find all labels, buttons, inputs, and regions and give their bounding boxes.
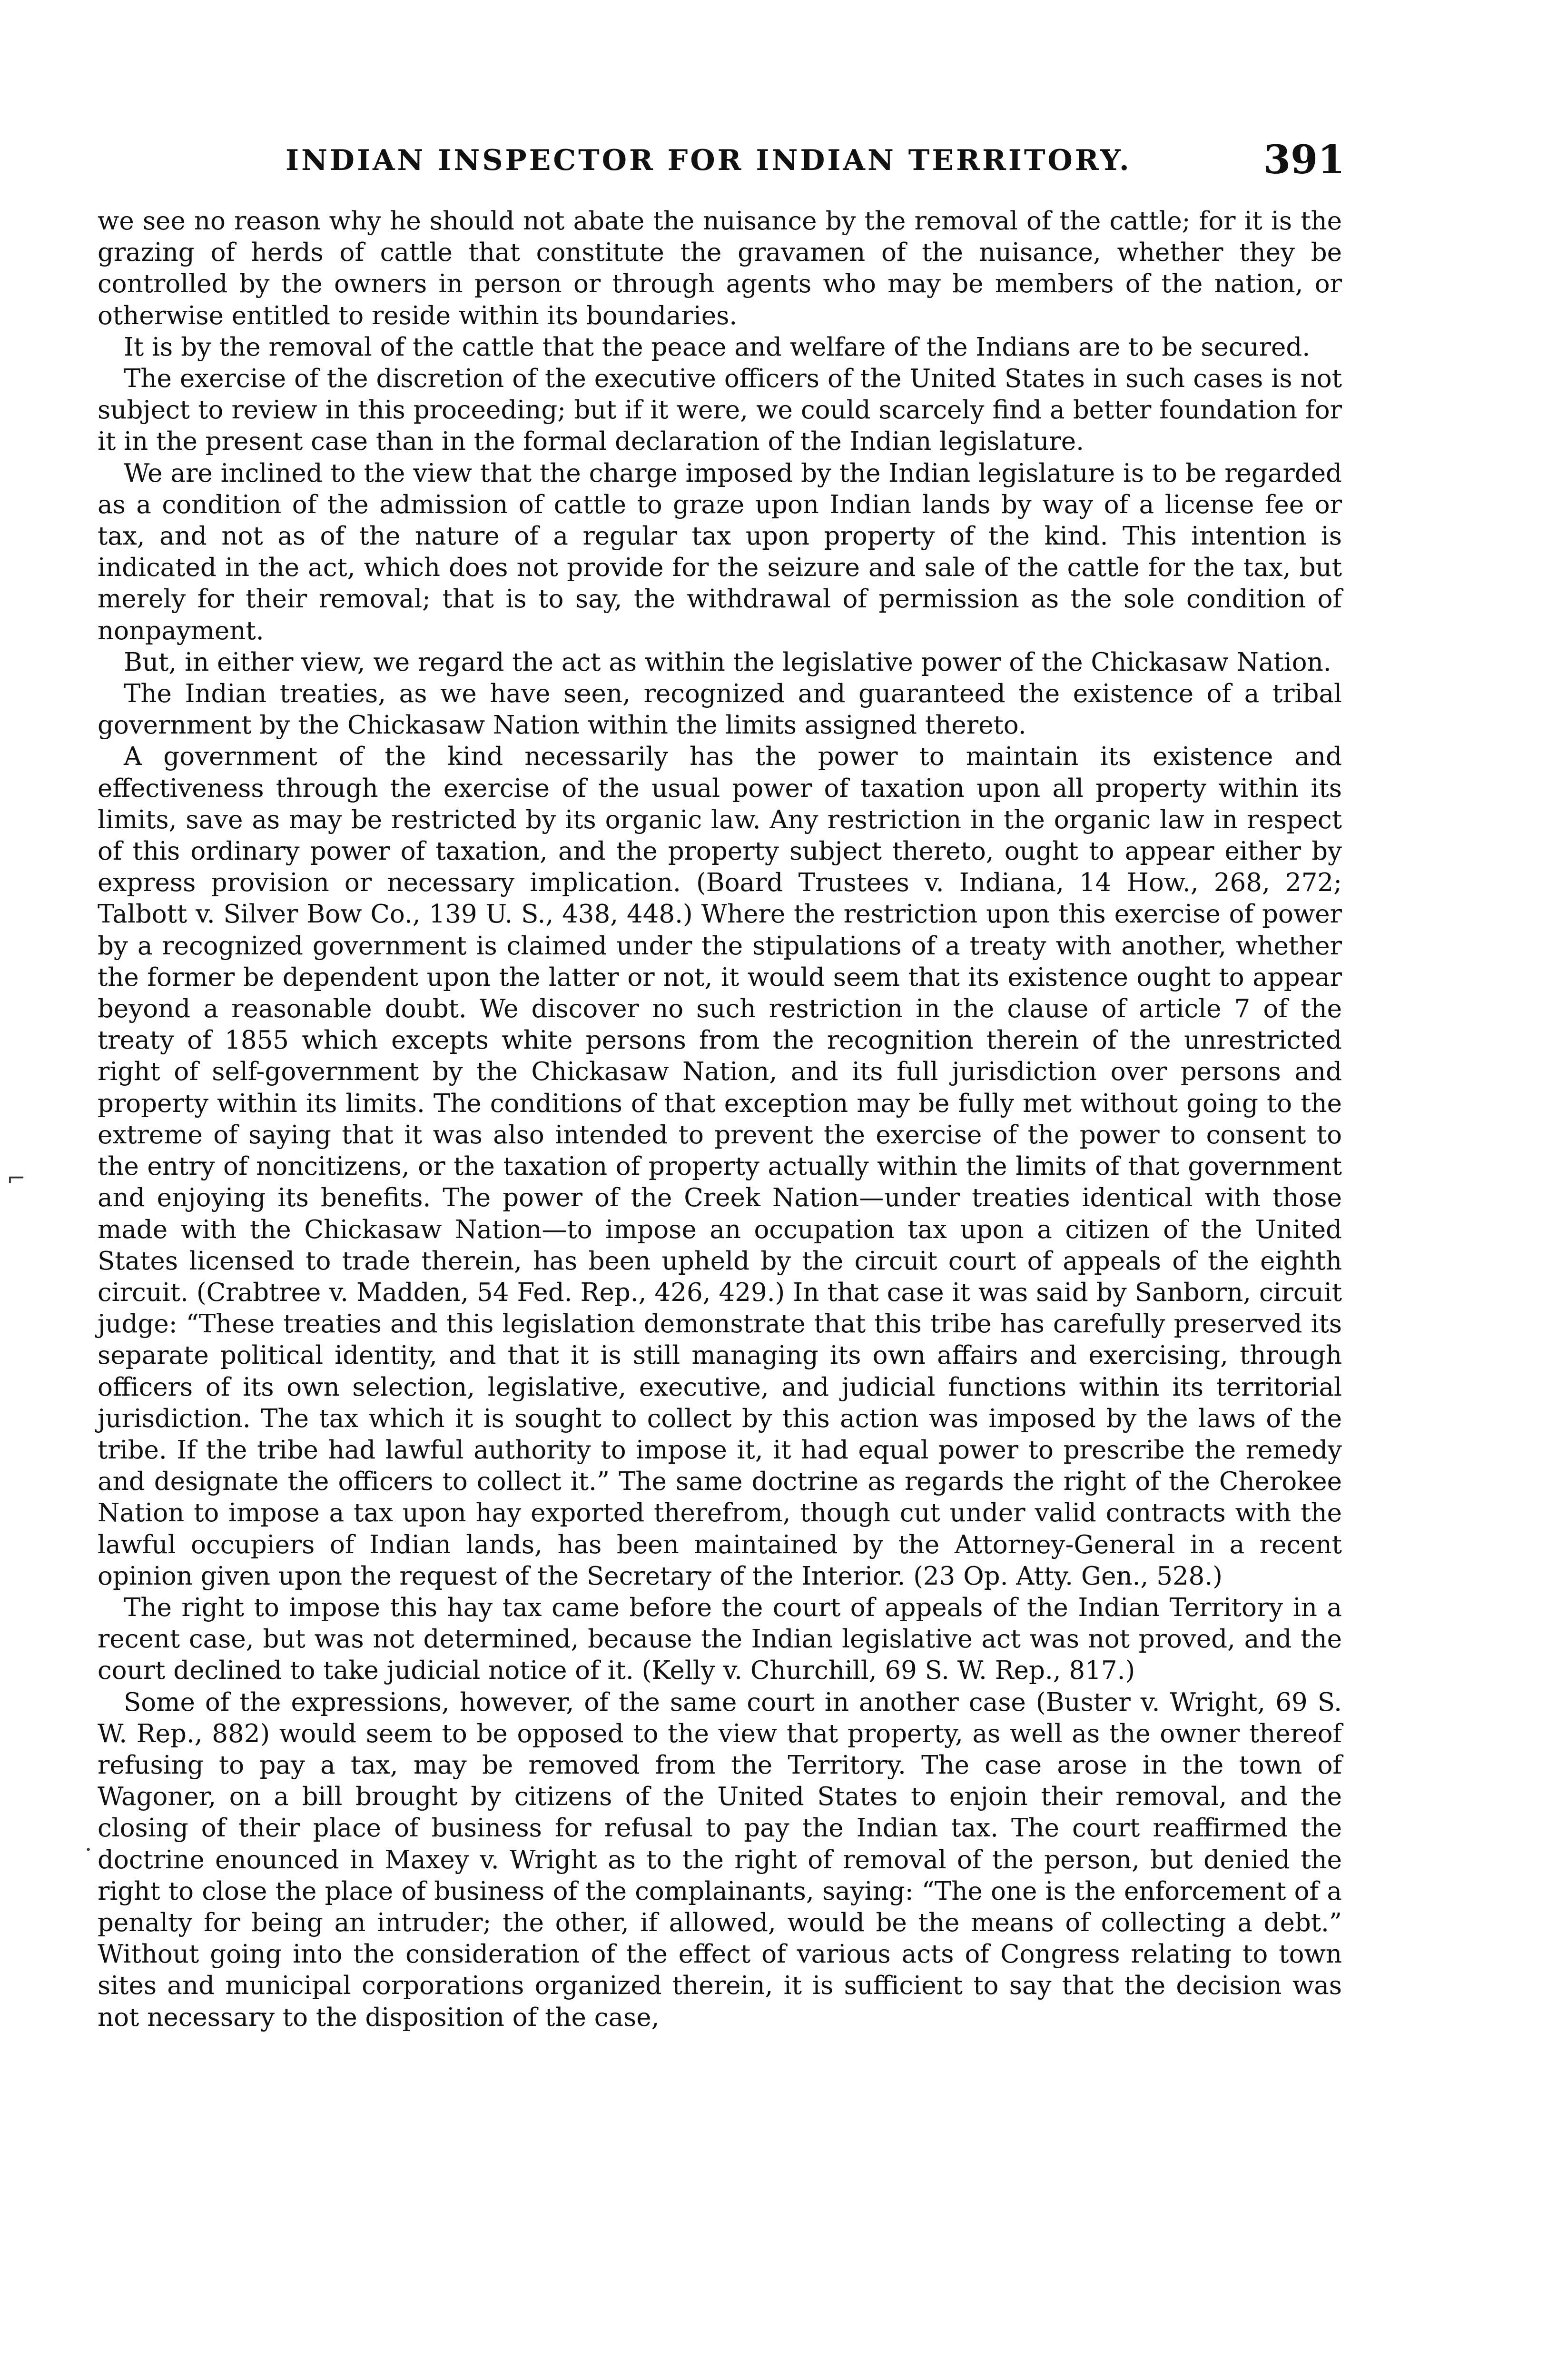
- paragraph: It is by the removal of the cattle that the peace and welfare of the Indians are to be secured.: [124, 332, 1311, 362]
- paragraph: The exercise of the discretion of the executive officers of the United States in such cases is not subject to review in this proceeding; but if it were, we could scarcely find a better foundation for it in the present case than in the formal declaration of the Indian legislature.: [98, 364, 1342, 456]
- paragraph: The Indian treaties, as we have seen, recognized and guaranteed the existence of a tribal government by the Chickasaw Nation within the limits assigned thereto.: [98, 679, 1342, 740]
- page-number: 391: [1263, 137, 1345, 183]
- running-title: INDIAN INSPECTOR FOR INDIAN TERRITORY.: [286, 144, 1132, 177]
- paragraph: Some of the expressions, however, of the same court in another case (Buster v. Wright, 69 S. W. Rep., 882) would seem to be opposed to the view that property, as well as the owner thereof refusing to pay a tax, may be removed from the Territory. The case arose in the town of Wagoner, on a bill brought by citizens of the United States to enjoin their removal, and the closing of their place of business for refusal to pay the Indian tax. The court reaffirmed the doctrine enounced in Maxey v. Wright as to the right of removal of the person, but denied the right to close the place of business of the complainants, saying: “The one is the enforcement of a penalty for being an intruder; the other, if allowed, would be the means of collecting a debt.” Without going into the consideration of the effect of various acts of Congress relating to town sites and municipal corporations organized therein, it is sufficient to say that the decision was not necessary to the disposition of the case,: [98, 1687, 1342, 2032]
- paragraph: The right to impose this hay tax came before the court of appeals of the Indian Territory in a recent case, but was not determined, because the Indian legislative act was not proved, and the court declined to take judicial notice of it. (Kelly v. Churchill, 69 S. W. Rep., 817.): [98, 1593, 1342, 1686]
- margin-mark: ⌐: [7, 1165, 26, 1192]
- running-header: [0, 137, 1548, 189]
- paragraph: But, in either view, we regard the act as within the legislative power of the Chickasaw Nation.: [124, 647, 1331, 677]
- paragraph-continued: we see no reason why he should not abate the nuisance by the removal of the cattle; for it is the grazing of herds of cattle that constitute the gravamen of the nuisance, whether they be controlled by the owners in person or through agents who may be members of the nation, or otherwise entitled to reside within its boundaries.: [98, 207, 1342, 330]
- margin-mark: ·: [85, 1836, 92, 1863]
- body-text: [98, 206, 1342, 2033]
- paragraph: A government of the kind necessarily has the power to maintain its existence and effectiveness through the exercise of the usual power of taxation upon all property within its limits, save as may be restricted by its organic law. Any restriction in the organic law in respect of this ordinary power of taxation, and the property subject thereto, ought to appear either by express provision or necessary implication. (Board Trustees v. Indiana, 14 How., 268, 272; Talbott v. Silver Bow Co., 139 U. S., 438, 448.) Where the restriction upon this exercise of power by a recognized government is claimed under the stipulations of a treaty with another, whether the former be dependent upon the latter or not, it would seem that its existence ought to appear beyond a reasonable doubt. We discover no such restriction in the clause of article 7 of the treaty of 1855 which excepts white persons from the recognition therein of the unrestricted right of self-government by the Chickasaw Nation, and its full jurisdiction over persons and property within its limits. The conditions of that exception may be fully met without going to the extreme of saying that it was also intended to prevent the exercise of the power to consent to the entry of noncitizens, or the taxation of property actually within the limits of that government and enjoying its benefits. The power of the Creek Nation—under treaties identical with those made with the Chickasaw Nation—to impose an occupation tax upon a citizen of the United States licensed to trade therein, has been upheld by the circuit court of appeals of the eighth circuit. (Crabtree v. Madden, 54 Fed. Rep., 426, 429.) In that case it was said by Sanborn, circuit judge: “These treaties and this legislation demonstrate that this tribe has carefully preserved its separate political identity, and that it is still managing its own affairs and exercising, through officers of its own selection, legislative, executive, and judicial functions within its territorial jurisdiction. The tax which it is sought to collect by this action was imposed by the laws of the tribe. If the tribe had lawful authority to impose it, it had equal power to prescribe the remedy and designate the officers to collect it.” The same doctrine as regards the right of the Cherokee Nation to impose a tax upon hay exported therefrom, though cut under valid contracts with the lawful occupiers of Indian lands, has been maintained by the Attorney-General in a recent opinion given upon the request of the Secretary of the Interior. (23 Op. Atty. Gen., 528.): [98, 742, 1342, 1591]
- paragraph: We are inclined to the view that the charge imposed by the Indian legislature is to be regarded as a condition of the admission of cattle to graze upon Indian lands by way of a license fee or tax, and not as of the nature of a regular tax upon property of the kind. This intention is indicated in the act, which does not provide for the seizure and sale of the cattle for the tax, but merely for their removal; that is to say, the withdrawal of permission as the sole condition of nonpayment.: [98, 458, 1342, 645]
